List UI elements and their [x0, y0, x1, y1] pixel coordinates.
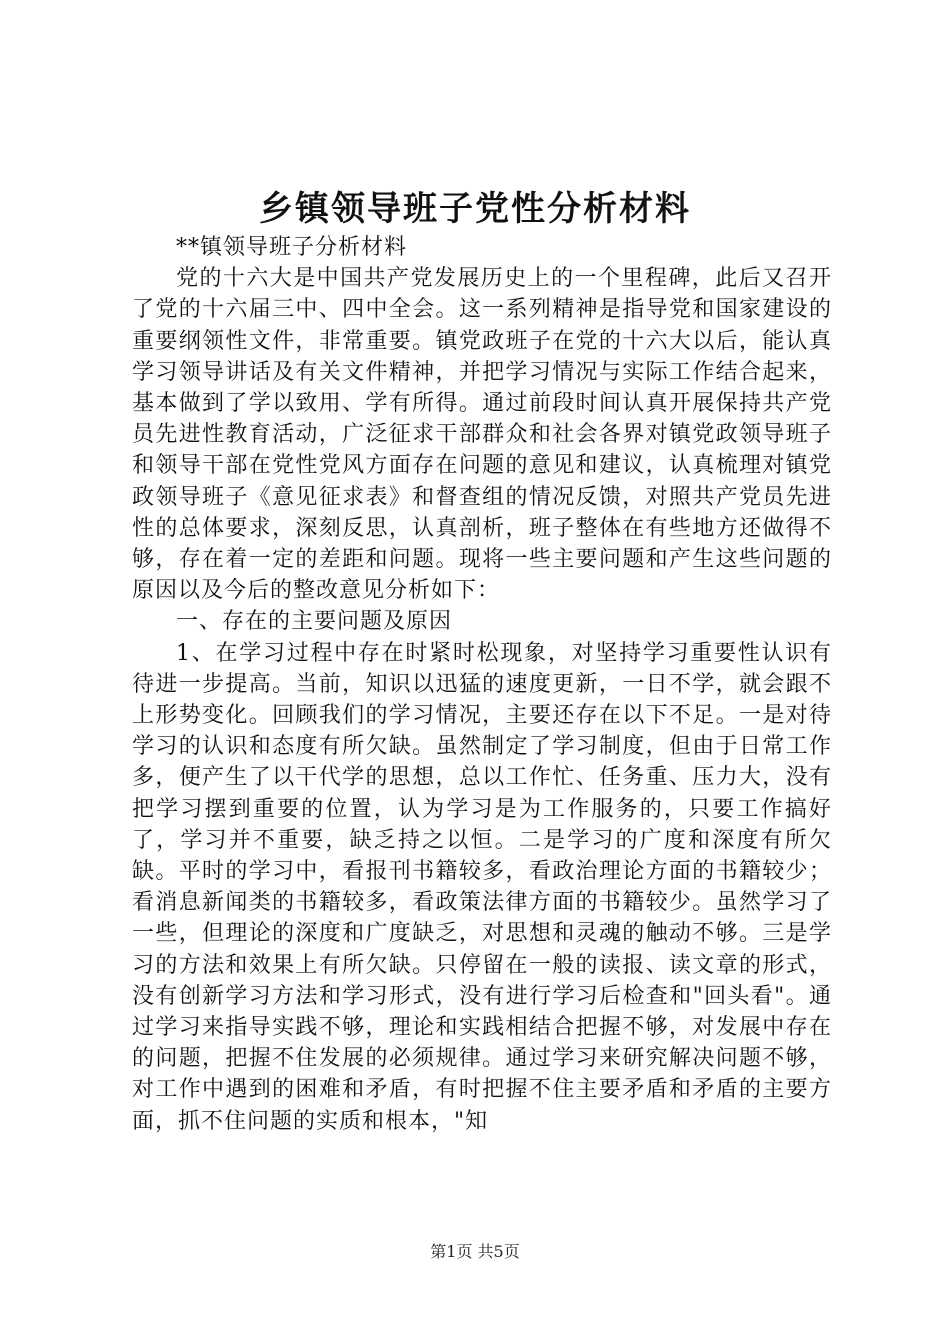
section-heading: 一、存在的主要问题及原因 — [176, 609, 453, 635]
document-title: 乡镇领导班子党性分析材料 — [259, 189, 691, 229]
paragraph-intro: 党的十六大是中国共产党发展历史上的一个里程碑，此后又召开了党的十六届三中、四中全会。这一系列精神是指导党和国家建设的重要纲领性文件，非常重要。镇党政班子在党的十六大以后，能认真学习领导讲话及有关文件精神，并把学习情况与实际工作结合起来，基本做到了学以致用、学有所得。通过前段时间认真开展保持共产党员先进性教育活动，广泛征求干部群众和社会各界对镇党政领导班子和领导干部在党性党风方面存在问题的意见和建议，认真梳理对镇党政领导班子《意见征求表》和督查组的情况反馈，对照共产党员先进性的总体要求，深刻反思，认真剖析，班子整体在有些地方还做得不够，存在着一定的差距和问题。现将一些主要问题和产生这些问题的原因以及今后的整改意见分析如下： — [132, 266, 832, 604]
page-footer: 第1页 共5页 — [430, 1242, 520, 1261]
document-subtitle: **镇领导班子分析材料 — [176, 235, 408, 260]
document-body — [132, 232, 832, 1137]
paragraph-item-1: 1、在学习过程中存在时紧时松现象，对坚持学习重要性认识有待进一步提高。当前，知识以迅猛的速度更新，一日不学，就会跟不上形势变化。回顾我们的学习情况，主要还存在以下不足。一是对待学习的认识和态度有所欠缺。虽然制定了学习制度，但由于日常工作多，便产生了以干代学的思想，总以工作忙、任务重、压力大，没有把学习摆到重要的位置，认为学习是为工作服务的，只要工作搞好了，学习并不重要，缺乏持之以恒。二是学习的广度和深度有所欠缺。平时的学习中，看报刊书籍较多，看政治理论方面的书籍较少；看消息新闻类的书籍较多，看政策法律方面的书籍较少。虽然学习了一些，但理论的深度和广度缺乏，对思想和灵魂的触动不够。三是学习的方法和效果上有所欠缺。只停留在一般的读报、读文章的形式，没有创新学习方法和学习形式，没有进行学习后检查和"回头看"。通过学习来指导实践不够，理论和实践相结合把握不够，对发展中存在的问题，把握不住发展的必须规律。通过学习来研究解决问题不够，对工作中遇到的困难和矛盾，有时把握不住主要矛盾和矛盾的主要方面，抓不住问题的实质和根本，"知 — [132, 640, 832, 1134]
